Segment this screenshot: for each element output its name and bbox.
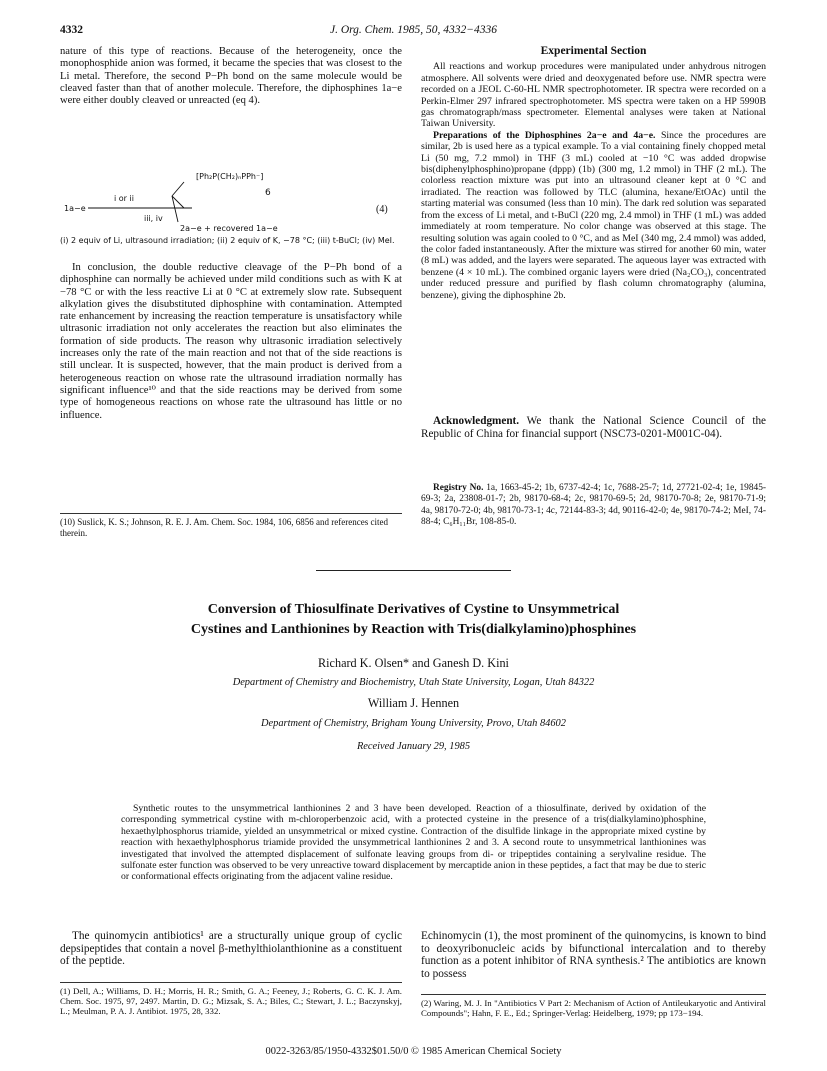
page-header [60, 24, 767, 42]
body-right-intro: Echinomycin (1), the most prominent of the quinomycins, is known to bind to deoxyribonucleic acids by bifunctional intercalation and to thereby function as a potent inhibitor of RNA synthesis.² The antibiotics are known to possess [421, 930, 766, 980]
right-column [421, 46, 766, 301]
page-number: 4332 [60, 24, 83, 36]
registry-numbers [421, 483, 766, 528]
footnote-10: (10) Suslick, K. S.; Johnson, R. E. J. Am. Chem. Soc. 1984, 106, 6856 and references cited therein. [60, 513, 402, 538]
preparation-text: Since the procedures are similar, 2b is used here as a typical example. To a vial containing finely chopped metal Li (50 mg, 7.2 mmol) in THF (3 mL) cooled at −10 °C was added dropwise bis(diphenylphosphino)propane (dppp) (1b) (300 mg, 1.2 mmol) in THF (2 mL). The colorless reaction mixture was put into an ultrasound cleaner kept at 0 °C and irradiated. The reaction was followed by TLC (alumina, hexane/EtOAc) until the starting material was consumed (less than 10 min). The dark red solution was separated from the excess of Li metal, and t-BuCl (220 mg, 2.4 mmol) in THF (1 mL) was added immediately at room temperature. No color change was observed at this stage. The resulting solution was again cooled to 0 °C, and as MeI (340 mg, 2.4 mmol) was added, the color faded instantaneously. After the mixture was stirred for another 60 min, water (8 mL) was added, and the layers were separated. The aqueous layer was extracted with benzene (4 × 10 mL). The combined organic layers were dried (Na₂CO₃), concentrated under reduced pressure and purified by flash column chromatography (alumina, benzene), giving the diphosphine 2b. [421, 129, 766, 301]
scheme-reagent-bottom: iii, iv [144, 214, 163, 223]
left-column-top [60, 46, 402, 107]
affiliation-usu: Department of Chemistry and Biochemistry, Utah State University, Logan, Utah 84322 [232, 677, 595, 688]
scheme-product: 2a−e + recovered 1a−e [180, 224, 278, 233]
scheme-intermediate-formula: [Ph₂P(CH₂)ₙPPh⁻] [196, 172, 264, 181]
paragraph-conclusion: In conclusion, the double reductive cleavage of the P−Ph bond of a diphosphine can normally be achieved under mild conditions such as with K at −78 °C or with the less reactive Li at 0 °C at extremely slow rate. Subsequent alkylation gives the disubstituted diphosphine with contamination. Attempted rate enhancement by increasing the reaction temperature is unsatisfactory while ultrasonic irradiation not only accelerates the reaction but also eliminates the formation of side products. The reason why ultrasonic irradiation selectively increases only the rate of the main reaction and not that of the side reactions is still unclear. It is suspected, however, that the main product is derived from a heterogeneous reaction on whose rate the ultrasound irradiation normally has significant influence¹⁰ and that the side reactions may be derived from some type of homogeneous reactions on whose rate the ultrasound has little or no influence. [60, 262, 402, 421]
acknowledgment [421, 415, 766, 441]
article-title-line2: Cystines and Lanthionines by Reaction with Tris(dialkylamino)phosphines [190, 622, 637, 637]
registry-text: 1a, 1663-45-2; 1b, 6737-42-4; 1c, 7688-25-7; 1d, 27721-02-4; 1e, 19845-69-3; 2a, 23808-01-7; 2b, 98170-68-4; 2c, 98170-69-5; 2d, 98170-70-8; 2e, 98170-71-9; 4a, 98170-72-0; 4b, 98170-73-1; 4c, 72144-83-3; 4d, 90116-42-0; 4e, 98170-74-2; MeI, 74-88-4; C₆H₁₁Br, 108-85-0. [421, 483, 766, 527]
abstract: Synthetic routes to the unsymmetrical lanthionines 2 and 3 have been developed. Reaction of a thiosulfinate, derived by oxidation of the corresponding symmetrical cystine with m-chloroperbenzoic acid, with a protected cysteine in the presence of a tris(dialkylamino)phosphine, hexaethylphosphorus triamide, yielded an unsymmetrical or mixed cystine. Contraction of the disulfide linkage in the appropriate mixed cystine by reaction with hexaethylphosphorus triamide provided the unsymmetrical lanthionines 2 and 3. A second route to unsymmetrical lanthionines was investigated that involved the attempted displacement of sulfonate leaving groups from di- or tripeptides containing a serylvaline residue. The sulfonate ester function was observed to be very unreactive toward displacement by mercaptide anion in these peptides, a fact that may be due to steric or conformational effects originating from the adjacent valine residue. [121, 803, 706, 883]
equation-number: (4) [376, 204, 388, 215]
acknowledgment-heading: Acknowledgment. [433, 415, 520, 427]
journal-citation: J. Org. Chem. 1985, 50, 4332−4336 [329, 24, 498, 36]
acknowledgment-text: We thank the National Science Council of the Republic of China for financial support (NSC73-0201-M001C-04). [421, 415, 766, 440]
left-column-main [60, 262, 402, 422]
preparation-runin-heading: Preparations of the Diphosphines 2a−e and 4a−e. [433, 129, 656, 141]
experimental-heading: Experimental Section [540, 45, 647, 57]
body-left-intro: The quinomycin antibiotics¹ are a structurally unique group of cyclic depsipeptides that contain a novel β-methylthiolanthionine as a constituent of the peptide. [60, 930, 402, 968]
article-title-line1: Conversion of Thiosulfinate Derivatives of Cystine to Unsymmetrical [207, 602, 620, 617]
paragraph-heterogeneity: nature of this type of reactions. Because of the heterogeneity, once the monophosphide anion was formed, it became the species that was closest to the Li metal. Therefore, the second P−Ph bond on the same molecule would be cleaved faster than that of another molecule. Therefore, the diphosphines 1a−e were either doubly cleaved or unreacted (eq 4). [60, 46, 402, 107]
scheme-reactant: 1a−e [64, 204, 86, 213]
experimental-general: All reactions and workup procedures were manipulated under anhydrous nitrogen atmosphere. All solvents were dried and deoxygenated before use. NMR spectra were recorded on a JEOL C-60-HL NMR spectrophotometer. IR spectra were recorded on a Perkin-Elmer 297 infrared spectrophotometer. MS spectra were taken on a HP 5990B gas chromatograph/mass spectrometer. Elemental analyses were taken at National Taiwan University. [421, 61, 766, 130]
footnote-2: (2) Waring, M. J. In "Antibiotics V Part 2: Mechanism of Action of Antileukaryotic and Antiviral Compounds"; Hahn, F. E., Ed.; Springer-Verlag: Heidelberg, 1979; pp 173−194. [421, 994, 766, 1018]
authors-byu: William J. Hennen [367, 696, 460, 710]
article-divider [316, 570, 511, 571]
experimental-preparation [421, 130, 766, 301]
scheme-caption: (i) 2 equiv of Li, ultrasound irradiation; (ii) 2 equiv of K, −78 °C; (iii) t-BuCl; (iv) MeI. [60, 236, 395, 245]
registry-heading: Registry No. [433, 483, 484, 493]
footnote-1: (1) Dell, A.; Williams, D. H.; Morris, H. R.; Smith, G. A.; Feeney, J.; Roberts, G. C. K. J. Am. Chem. Soc. 1975, 97, 2497. Martin, D. G.; Mizsak, S. A.; Biles, C.; Stewart, J. L.; Baczynskyj, L.; Meulman, P. A. J. Antibiot. 1975, 28, 332. [60, 982, 402, 1017]
article-title [80, 600, 747, 640]
scheme-reagent-top: i or ii [114, 194, 134, 203]
received-date: Received January 29, 1985 [356, 741, 471, 752]
page-footer: 0022-3263/85/1950-4332$01.50/0 © 1985 American Chemical Society [265, 1046, 562, 1057]
reaction-scheme-eq4 [60, 170, 402, 262]
affiliation-byu: Department of Chemistry, Brigham Young University, Provo, Utah 84602 [261, 718, 566, 729]
authors-usu: Richard K. Olsen* and Ganesh D. Kini [318, 656, 509, 670]
scheme-compound-6: 6 [265, 188, 271, 198]
